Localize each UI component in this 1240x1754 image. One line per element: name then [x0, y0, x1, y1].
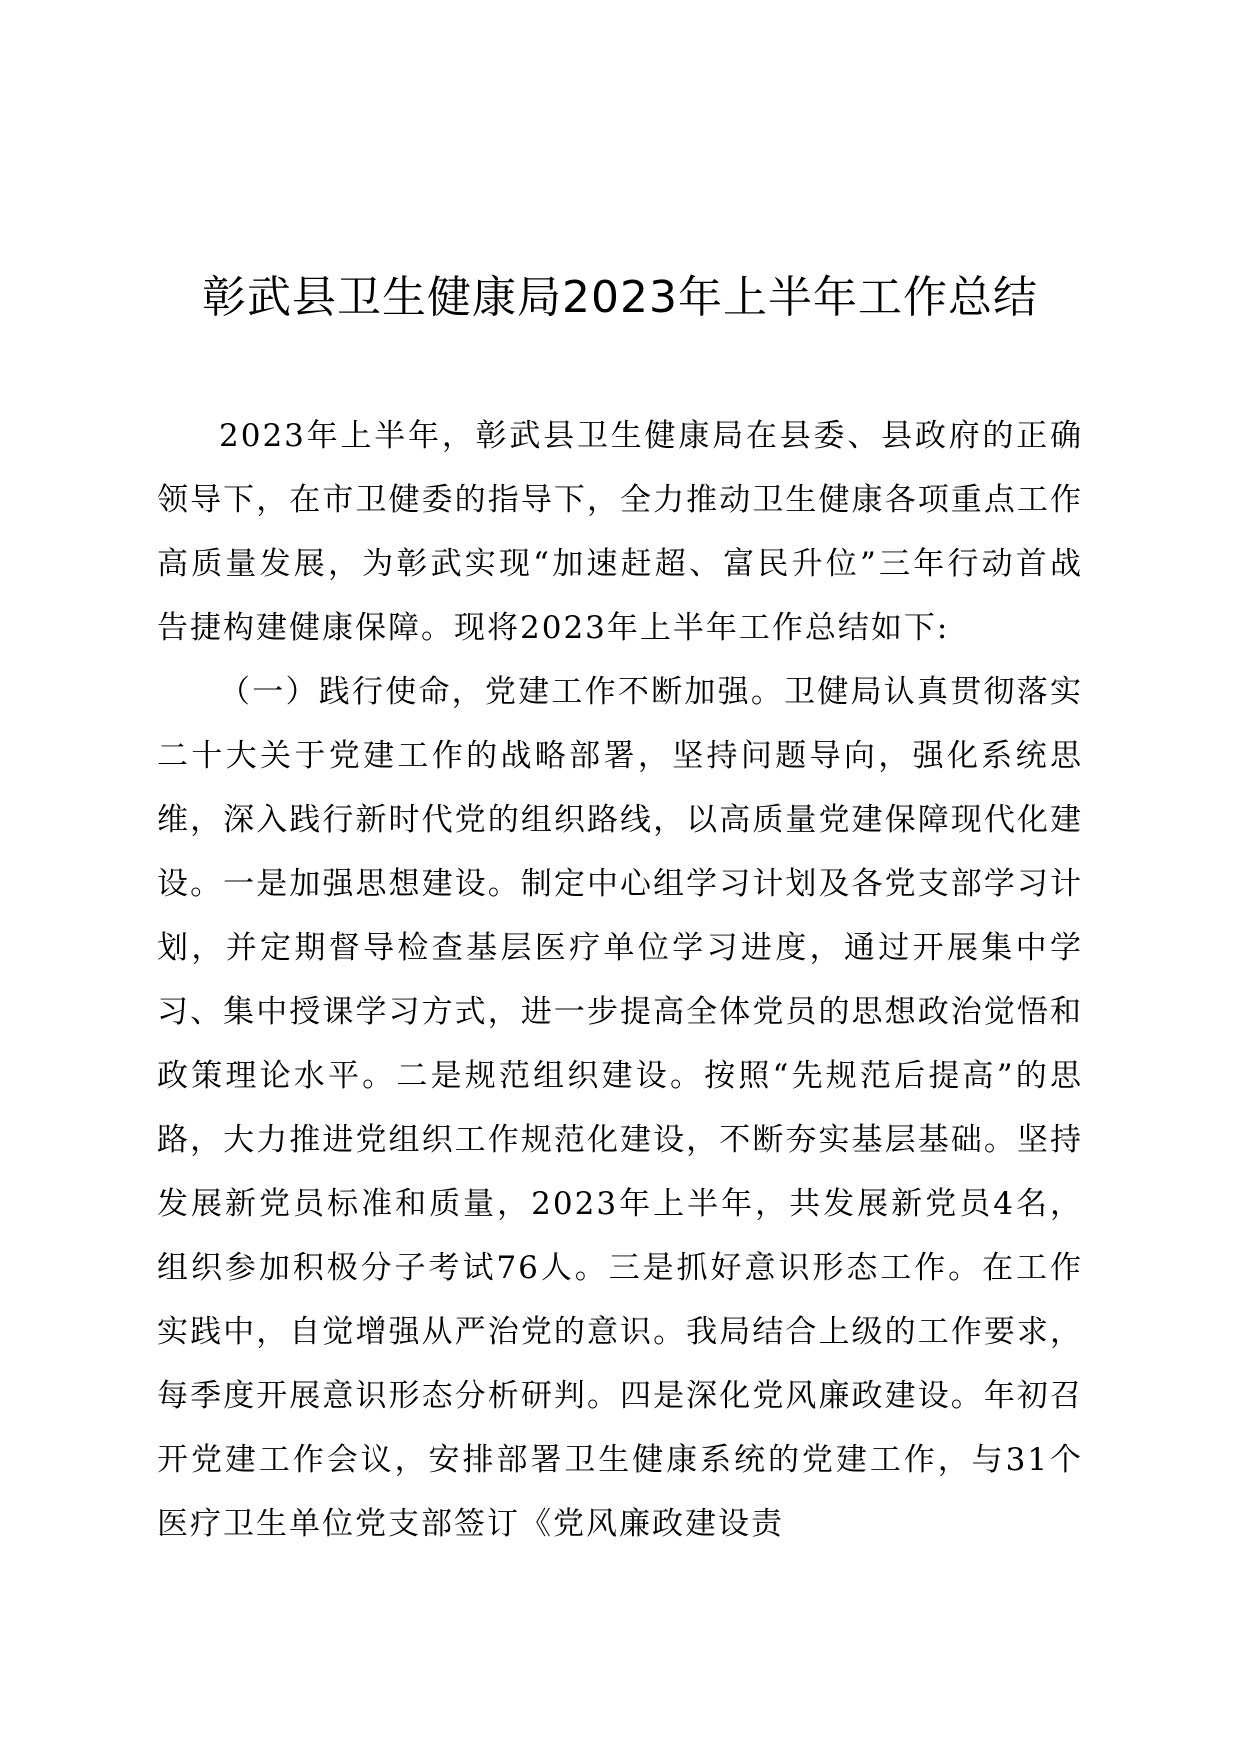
document-body: [157, 404, 1083, 1556]
document-title: 彰武县卫生健康局2023年上半年工作总结: [202, 272, 1038, 323]
party-building-paragraph: （一）践行使命，党建工作不断加强。卫健局认真贯彻落实二十大关于党建工作的战略部署，坚持问题导向，强化系统思维，深入践行新时代党的组织路线，以高质量党建保障现代化建设。一是加强思想建设。制定中心组学习计划及各党支部学习计划，并定期督导检查基层医疗单位学习进度，通过开展集中学习、集中授课学习方式，进一步提高全体党员的思想政治觉悟和政策理论水平。二是规范组织建设。按照“先规范后提高”的思路，大力推进党组织工作规范化建设，不断夯实基层基础。坚持发展新党员标准和质量，2023年上半年，共发展新党员4名，组织参加积极分子考试76人。三是抓好意识形态工作。在工作实践中，自觉增强从严治党的意识。我局结合上级的工作要求，每季度开展意识形态分析研判。四是深化党风廉政建设。年初召开党建工作会议，安排部署卫生健康系统的党建工作，与31个医疗卫生单位党支部签订《党风廉政建设责: [157, 674, 1083, 1542]
intro-paragraph: 2023年上半年，彰武县卫生健康局在县委、县政府的正确领导下，在市卫健委的指导下，全力推动卫生健康各项重点工作高质量发展，为彰武实现“加速赶超、富民升位”三年行动首战告捷构建健康保障。现将2023年上半年工作总结如下:: [157, 418, 1083, 646]
